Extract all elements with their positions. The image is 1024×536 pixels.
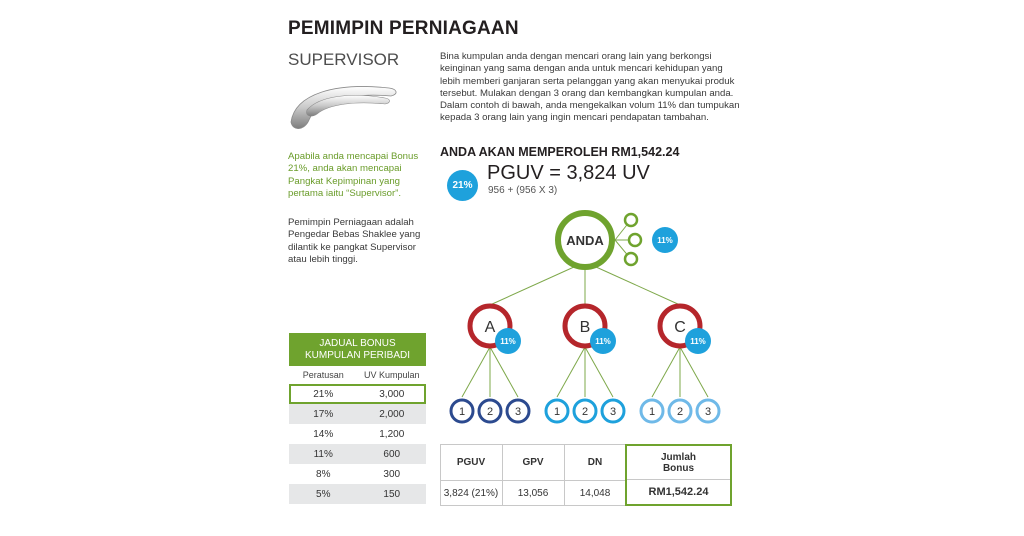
child-b-badge-label: 11% (595, 337, 611, 346)
sub-node-b1-label: 1 (553, 406, 561, 418)
bonus-table-title-line1: JADUAL BONUS (319, 338, 396, 349)
business-leader-definition: Pemimpin Perniagaan adalah Pengedar Bebas Shaklee yang dilantik ke pangkat Supervisor atau lebih tinggi. (288, 217, 421, 265)
small-node (625, 214, 637, 226)
total-bonus-header-line1: Jumlah (660, 451, 696, 463)
summary-value-gpv: 13,056 (517, 487, 549, 499)
root-badge-label: 11% (657, 236, 673, 245)
small-node (625, 253, 637, 265)
row-group-uv: 1,200 (379, 428, 405, 440)
downline-tree-diagram (430, 205, 760, 440)
row-percentage: 14% (313, 428, 334, 440)
child-a-badge-label: 11% (500, 337, 516, 346)
intro-paragraph: Bina kumpulan anda dengan mencari orang lain yang berkongsi keinginan yang sama dengan anda untuk mencari kehidupan yang lebih memberi ganjaran serta pelanggan yang akan menyukai produk tersebut. Mulakan dengan 3 orang dan kembangkan kumpulan anda. Dalam contoh di bawah, anda mengekalkan volum 11% dan tumpukan kepada 3 orang lain yang ingin mencari pendapatan tambahan. (440, 51, 740, 124)
summary-col-pguv (440, 444, 502, 506)
row-percentage: 11% (313, 448, 333, 460)
sub-node-a1-label: 1 (458, 406, 466, 418)
sub-node-c3-label: 3 (704, 406, 712, 418)
total-bonus-header-line2: Bonus (662, 462, 695, 474)
table-row (289, 384, 426, 404)
table-row (289, 444, 426, 464)
summary-col-gpv (502, 444, 564, 506)
pguv-percent-badge: 21% (447, 170, 478, 201)
row-group-uv: 3,000 (379, 388, 405, 400)
summary-value-total-bonus: RM1,542.24 (648, 486, 709, 498)
summary-header-total-bonus (627, 446, 730, 479)
child-node-c-label: C (674, 319, 686, 336)
root-node-label: ANDA (566, 233, 604, 248)
supervisor-pin-image (285, 74, 405, 134)
column-header-group-uv: UV Kumpulan (363, 370, 420, 380)
summary-header-dn: DN (587, 456, 603, 468)
summary-col-dn (564, 444, 626, 506)
row-percentage: 8% (316, 468, 331, 480)
summary-value-dn: 14,048 (579, 487, 611, 499)
row-percentage: 21% (313, 388, 334, 400)
summary-value-pguv: 3,824 (21%) (443, 487, 499, 499)
summary-header-gpv: GPV (522, 456, 544, 468)
row-percentage: 5% (316, 488, 331, 500)
sub-node-b2-label: 2 (581, 406, 589, 418)
row-group-uv: 600 (383, 448, 401, 460)
earnings-summary-table (440, 444, 732, 506)
child-c-badge-label: 11% (690, 337, 706, 346)
bonus-table-header-row (289, 366, 426, 384)
bonus-table-title (289, 333, 426, 366)
row-percentage: 17% (313, 408, 334, 420)
sub-node-a2-label: 2 (486, 406, 494, 418)
bonus-table-title-line2: KUMPULAN PERIBADI (304, 350, 411, 361)
earnings-headline: ANDA AKAN MEMPEROLEH RM1,542.24 (440, 145, 680, 159)
summary-total-bonus-cell (625, 444, 732, 506)
small-node (629, 234, 641, 246)
sub-node-b3-label: 3 (609, 406, 617, 418)
bonus-schedule-table (289, 333, 426, 504)
row-group-uv: 2,000 (379, 408, 405, 420)
child-node-a-label: A (484, 319, 496, 336)
sub-node-c1-label: 1 (648, 406, 656, 418)
column-header-percentage: Peratusan (302, 370, 344, 380)
pguv-formula: 956 + (956 X 3) (488, 185, 558, 196)
pguv-value: PGUV = 3,824 UV (487, 162, 650, 184)
row-group-uv: 300 (383, 468, 401, 480)
rank-achievement-text: Apabila anda mencapai Bonus 21%, anda akan mencapai Pangkat Kepimpinan yang pertama iaitu “Supervisor”. (288, 151, 419, 199)
page-title: PEMIMPIN PERNIAGAAN (288, 18, 519, 39)
rank-subtitle: SUPERVISOR (288, 50, 400, 69)
table-row (289, 484, 426, 504)
table-row (289, 424, 426, 444)
sub-node-c2-label: 2 (676, 406, 684, 418)
row-group-uv: 150 (383, 488, 401, 500)
sub-node-a3-label: 3 (514, 406, 522, 418)
table-row (289, 464, 426, 484)
table-row (289, 404, 426, 424)
child-node-b-label: B (579, 319, 591, 336)
summary-header-pguv: PGUV (456, 456, 486, 468)
